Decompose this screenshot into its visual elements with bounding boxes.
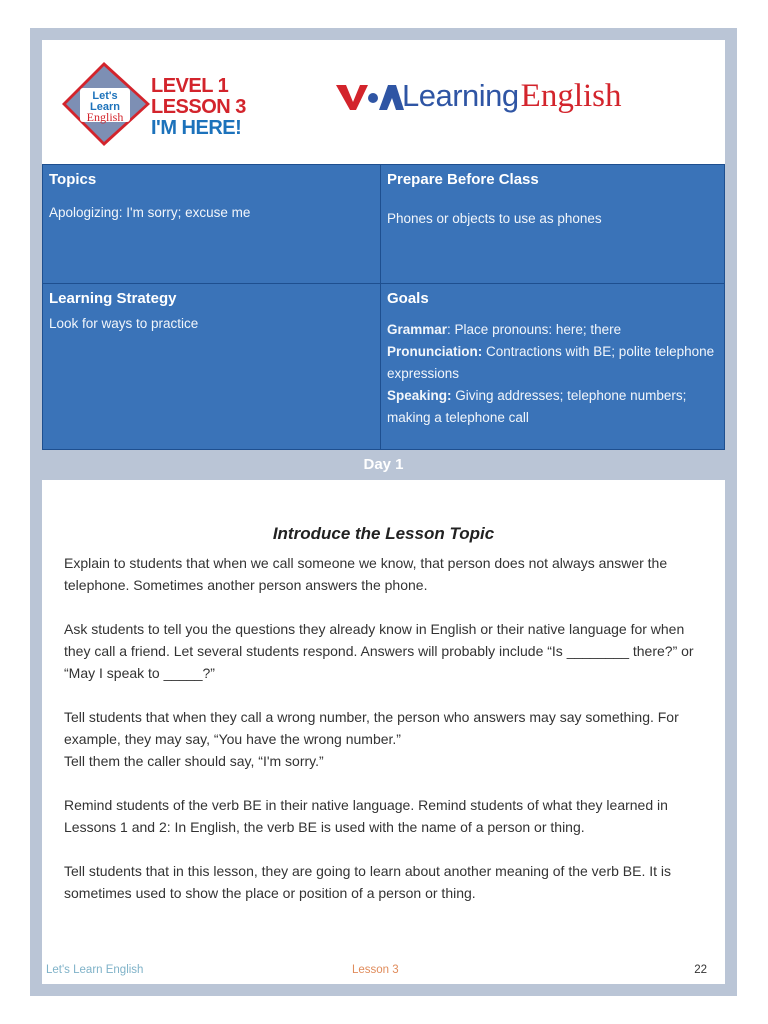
prepare-cell — [380, 164, 725, 284]
strategy-heading: Learning Strategy — [49, 290, 177, 307]
footer-lesson: Lesson 3 — [352, 964, 399, 976]
topics-text: Apologizing: I'm sorry; excuse me — [49, 205, 251, 220]
paragraph-5: Tell students that in this lesson, they are going to learn about another meaning of the verb BE. It is sometimes used to show the place or position of a person or thing. — [64, 863, 672, 901]
strategy-cell — [42, 283, 381, 450]
topics-heading: Topics — [49, 171, 97, 188]
goal-grammar — [387, 319, 718, 341]
goal-speaking — [387, 385, 718, 429]
pronunciation-label: Pronunciation: — [387, 344, 483, 359]
paragraph-3a: Tell students that when they call a wrong number, the person who answers may say something. For example, they may say, “You have the wrong number.” — [64, 709, 679, 747]
goal-pronunciation — [387, 341, 718, 385]
day-label: Day 1 — [30, 450, 737, 480]
footer — [42, 960, 725, 980]
goals-text — [387, 319, 718, 429]
svg-text:English: English — [86, 110, 124, 124]
grammar-label: Grammar — [387, 322, 448, 337]
lesson-overview-table — [42, 164, 725, 450]
topics-cell — [42, 164, 381, 284]
lesson-name: I'M HERE! — [151, 117, 242, 139]
pronunciation-text: Contractions with BE; polite telephone expressions — [387, 344, 715, 381]
paragraph-1: Explain to students that when we call someone we know, that person does not always answer the telephone. Sometimes another person answers the phone. — [64, 555, 668, 593]
prepare-text: Phones or objects to use as phones — [387, 211, 602, 226]
paragraph-4: Remind students of the verb BE in their native language. Remind students of what they learned in Lessons 1 and 2: In English, the verb BE is used with the name of a person or thing. — [64, 797, 668, 835]
paragraph-2: Ask students to tell you the questions they already know in English or their native language for when they call a friend. Let several students respond. Answers will probably include “Is ________ there?” or “May I speak to _____?” — [64, 621, 694, 681]
lesson-number: LESSON 3 — [151, 96, 246, 118]
voa-icon — [334, 78, 404, 114]
page-frame — [30, 28, 737, 996]
lets-learn-english-logo — [60, 60, 160, 150]
prepare-heading: Prepare Before Class — [387, 171, 539, 188]
goals-heading: Goals — [387, 290, 429, 307]
level-label: LEVEL 1 — [151, 75, 229, 97]
voa-learning-english-logo — [334, 76, 622, 116]
instructions — [64, 552, 714, 926]
brand-learning: Learning — [402, 78, 519, 113]
strategy-text: Look for ways to practice — [49, 316, 199, 331]
header — [42, 40, 725, 164]
svg-text:Let's: Let's — [92, 90, 118, 102]
section-title: Introduce the Lesson Topic — [272, 524, 495, 543]
lesson-title — [151, 76, 246, 139]
page-number: 22 — [694, 964, 707, 976]
footer-course: Let's Learn English — [46, 964, 144, 976]
paragraph-3b: Tell them the caller should say, “I'm sorry.” — [64, 753, 324, 769]
lesson-content — [42, 480, 725, 950]
speaking-label: Speaking: — [387, 388, 452, 403]
speaking-text: Giving addresses; telephone numbers; making a telephone call — [387, 388, 687, 425]
grammar-text: : Place pronouns: here; there — [447, 322, 622, 337]
page-inner — [42, 40, 725, 984]
paragraph-3 — [64, 706, 714, 772]
goals-cell — [380, 283, 725, 450]
brand-english: English — [520, 77, 622, 114]
svg-text:Learn: Learn — [90, 101, 120, 113]
